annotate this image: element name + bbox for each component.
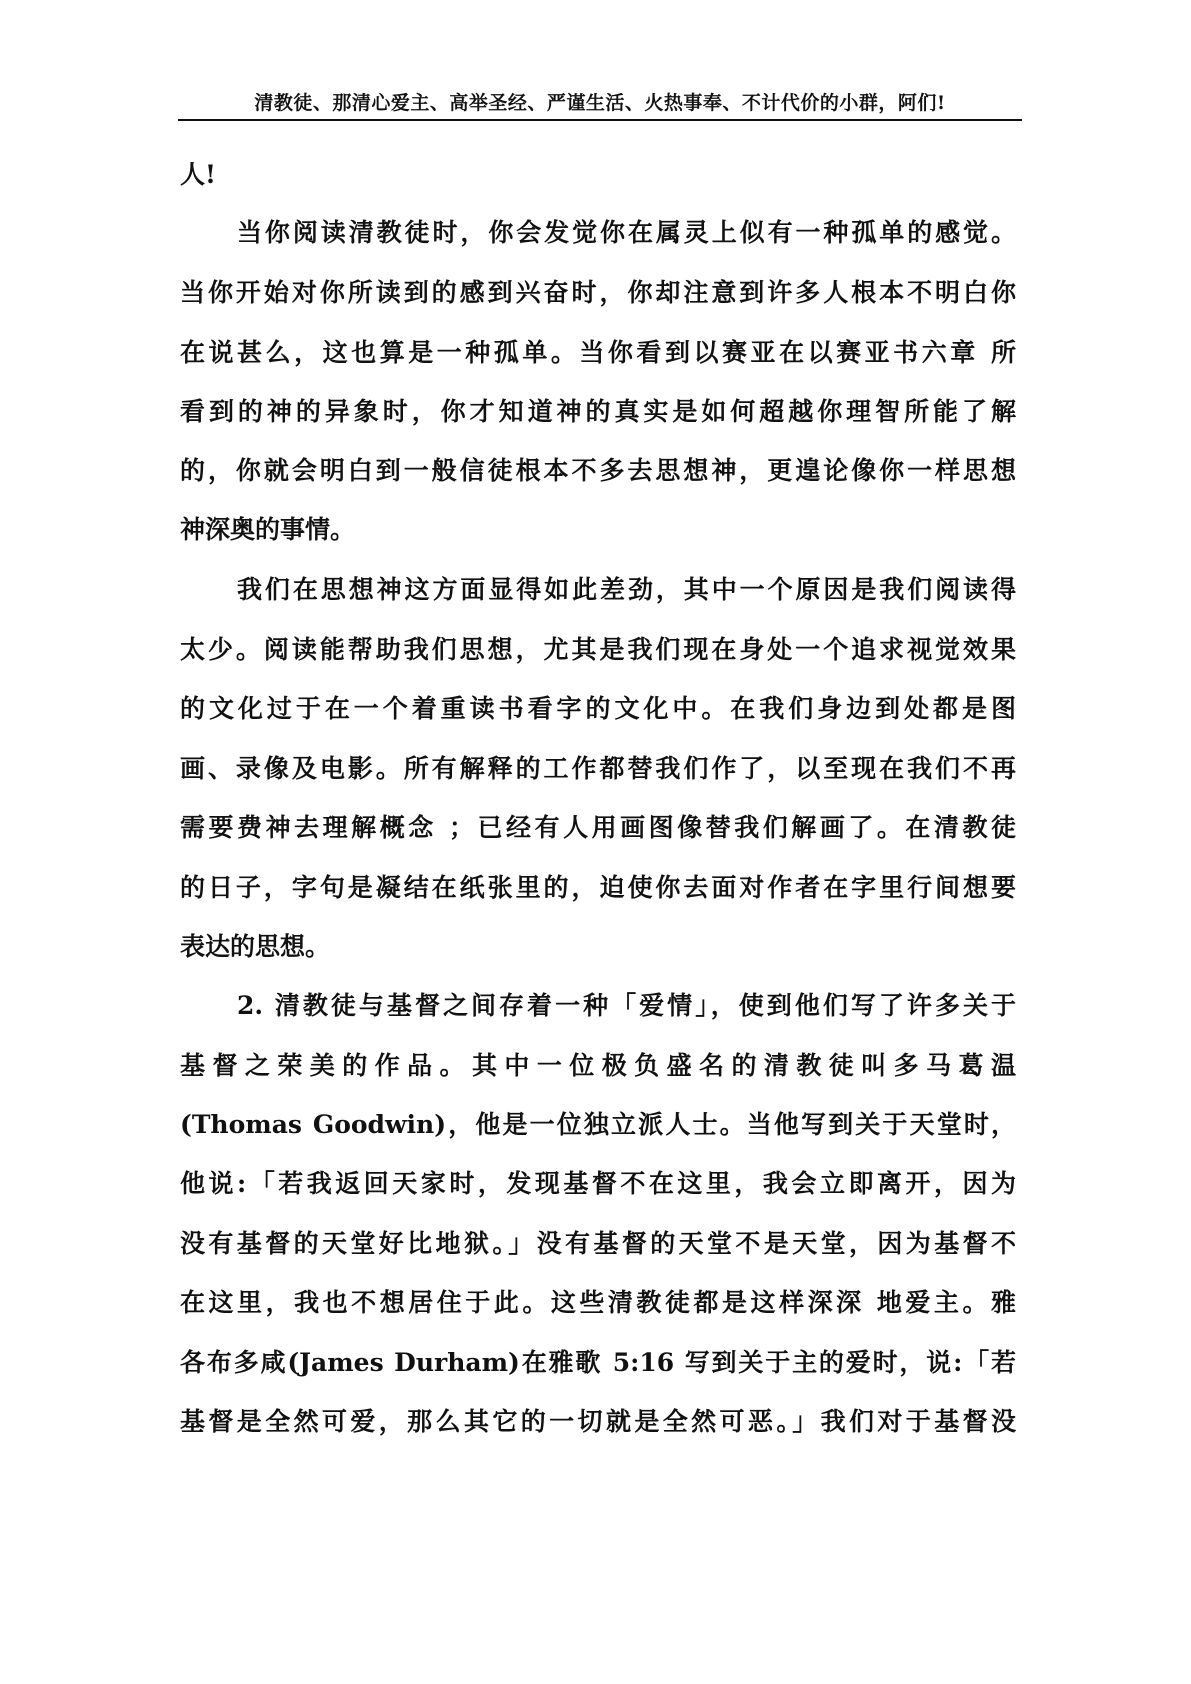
text-line: 基督之荣美的作品。其中一位极负盛名的清教徒叫多马葛温 (180, 1051, 1016, 1080)
header-rule (178, 119, 1022, 121)
text-line: 表达的思想。 (180, 932, 331, 961)
running-header: 清教徒、那清心爱主、高举圣经、严谨生活、火热事奉、不计代价的小群，阿们! (254, 92, 946, 114)
text-line: 在说甚么，这也算是一种孤单。当你看到以赛亚在以赛亚书六章 所 (180, 338, 1016, 367)
text-line: 我们在思想神这方面显得如此差劲，其中一个原因是我们阅读得 (237, 575, 1016, 604)
text-line: 基督是全然可爱，那么其它的一切就是全然可恶。」我们对于基督没 (180, 1407, 1016, 1436)
text-line: 神深奥的事情。 (180, 515, 356, 544)
text-line: 需要费神去理解概念 ；已经有人用画图像替我们解画了。在清教徒 (180, 813, 1016, 842)
text-line: 的文化过于在一个着重读书看字的文化中。在我们身边到处都是图 (180, 694, 1016, 723)
text-line: 各布多咸(James Durham)在雅歌 5:16 写到关于主的爱时，说:「若 (180, 1348, 1016, 1377)
text-line: 看到的神的异象时，你才知道神的真实是如何超越你理智所能了解 (180, 397, 1016, 426)
text-line: 2. 清教徒与基督之间存着一种「爱情」，使到他们写了许多关于 (237, 991, 1016, 1020)
text-line: 没有基督的天堂好比地狱。」没有基督的天堂不是天堂，因为基督不 (180, 1229, 1016, 1258)
text-line: 他说:「若我返回天家时，发现基督不在这里，我会立即离开，因为 (180, 1169, 1016, 1198)
text-line: 画、录像及电影。所有解释的工作都替我们作了，以至现在我们不再 (180, 754, 1016, 783)
text-line: 当你阅读清教徒时，你会发觉你在属灵上似有一种孤单的感觉。 (237, 218, 1016, 247)
text-line: 当你开始对你所读到的感到兴奋时，你却注意到许多人根本不明白你 (180, 278, 1016, 307)
text-line: 的，你就会明白到一般信徒根本不多去思想神，更遑论像你一样思想 (180, 456, 1016, 485)
text-line: (Thomas Goodwin)，他是一位独立派人士。当他写到关于天堂时， (180, 1110, 1016, 1139)
text-line: 在这里，我也不想居住于此。这些清教徒都是这样深深 地爱主。雅 (180, 1288, 1016, 1317)
text-line: 人! (180, 160, 216, 189)
text-line: 的日子，字句是凝结在纸张里的，迫使你去面对作者在字里行间想要 (180, 873, 1016, 902)
text-line: 太少。阅读能帮助我们思想，尤其是我们现在身处一个追求视觉效果 (180, 635, 1016, 664)
